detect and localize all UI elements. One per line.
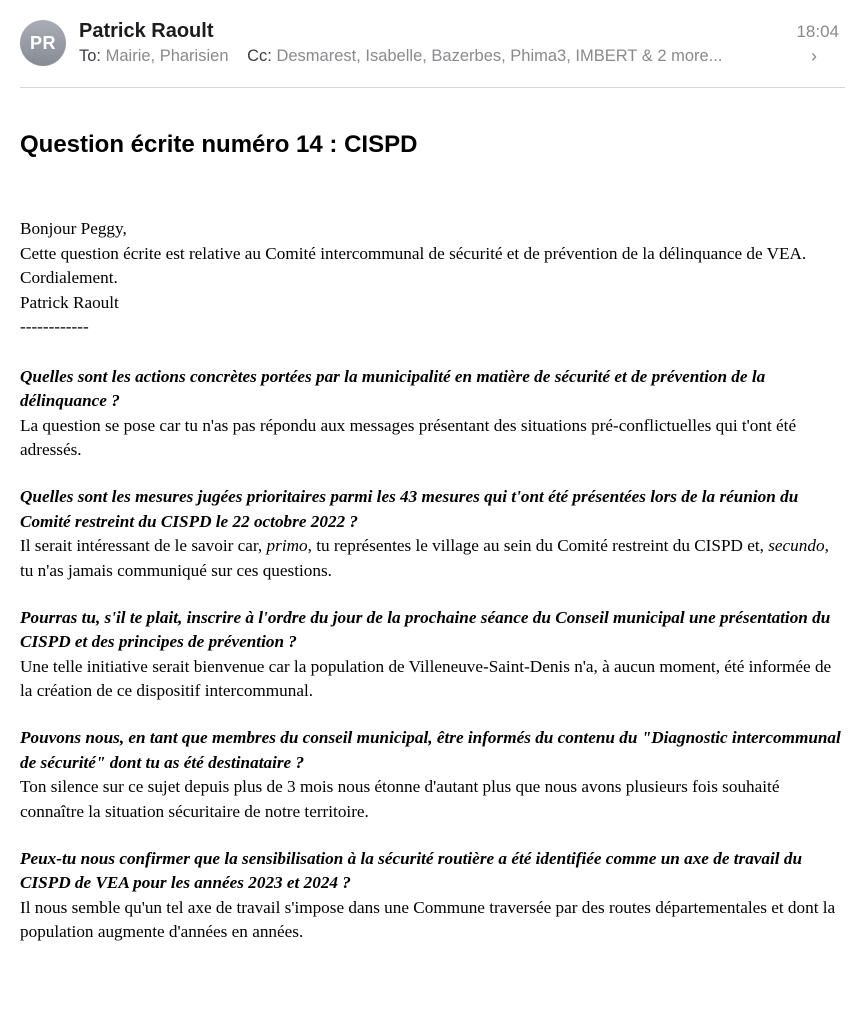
intro-text: Cette question écrite est relative au Comité intercommunal de sécurité et de prévention de la délinquance de VEA. [20, 243, 807, 263]
to-label: To: [79, 47, 102, 65]
recipients-line[interactable] [79, 47, 819, 66]
answer-text: Une telle initiative serait bienvenue car la population de Villeneuve-Saint-Denis n'a, à aucun moment, été informée de la création de ce dispositif intercommunal. [20, 656, 832, 700]
answer-text: Ton silence sur ce sujet depuis plus de 3 mois nous étonne d'autant plus que nous avons plusieurs fois souhaité connaître la situation sécuritaire de notre territoire. [20, 777, 780, 821]
answer-text [20, 534, 842, 583]
email-header [0, 0, 857, 88]
question-text: Pourras tu, s'il te plait, inscrire à l'ordre du jour de la prochaine séance du Conseil municipal une présentation du CISPD et des principes de prévention ? [20, 607, 831, 651]
answer-emphasis: primo [266, 536, 308, 555]
cc-label: Cc: [247, 47, 272, 65]
answer-emphasis: secundo [768, 536, 825, 555]
question-block [20, 606, 842, 704]
question-block [20, 847, 842, 945]
cc-recipients[interactable]: Desmarest, Isabelle, Bazerbes, Phima3, IMBERT & 2 more... [276, 47, 723, 65]
question-text: Pouvons nous, en tant que membres du conseil municipal, être informés du contenu du "Diagnostic intercommunal de sécurité" dont tu as été destinataire ? [20, 728, 841, 772]
answer-text: La question se pose car tu n'as pas répondu aux messages présentant des situations pré-conflictuelles qui t'ont été adressés. [20, 415, 797, 459]
question-text: Peux-tu nous confirmer que la sensibilisation à la sécurité routière a été identifiée comme un axe de travail du CISPD de VEA pour les années 2023 et 2024 ? [20, 848, 803, 892]
sender-avatar[interactable]: PR [20, 20, 66, 66]
header-divider [20, 87, 845, 88]
answer-part: , tu n'as jamais communiqué sur ces questions. [20, 536, 829, 580]
greeting: Bonjour Peggy, [20, 219, 127, 238]
to-recipients[interactable]: Mairie, Pharisien [105, 47, 229, 65]
question-block [20, 485, 842, 583]
question-block [20, 726, 842, 824]
question-text: Quelles sont les mesures jugées prioritaires parmi les 43 mesures qui t'ont été présentées lors de la réunion du Comité restreint du CISPD le 22 octobre 2022 ? [20, 487, 799, 531]
question-text: Quelles sont les actions concrètes portées par la municipalité en matière de sécurité et de prévention de la délinquance ? [20, 366, 766, 410]
chevron-right-icon[interactable]: › [811, 46, 817, 66]
sent-time: 18:04 [796, 22, 839, 41]
email-subject: Question écrite numéro 14 : CISPD [20, 131, 418, 158]
email-body [20, 217, 842, 945]
answer-text: Il nous semble qu'un tel axe de travail s'impose dans une Commune traversée par des routes départementales et dont la population augmente d'années en années. [20, 897, 836, 941]
closing: Cordialement. [20, 268, 118, 287]
sender-name[interactable]: Patrick Raoult [79, 20, 214, 42]
signature: Patrick Raoult [20, 292, 119, 312]
answer-part: Il serait intéressant de le savoir car, [20, 536, 267, 555]
separator: ------------ [20, 317, 89, 336]
question-block [20, 365, 842, 463]
answer-part: , tu représentes le village au sein du Comité restreint du CISPD et, [307, 536, 769, 555]
